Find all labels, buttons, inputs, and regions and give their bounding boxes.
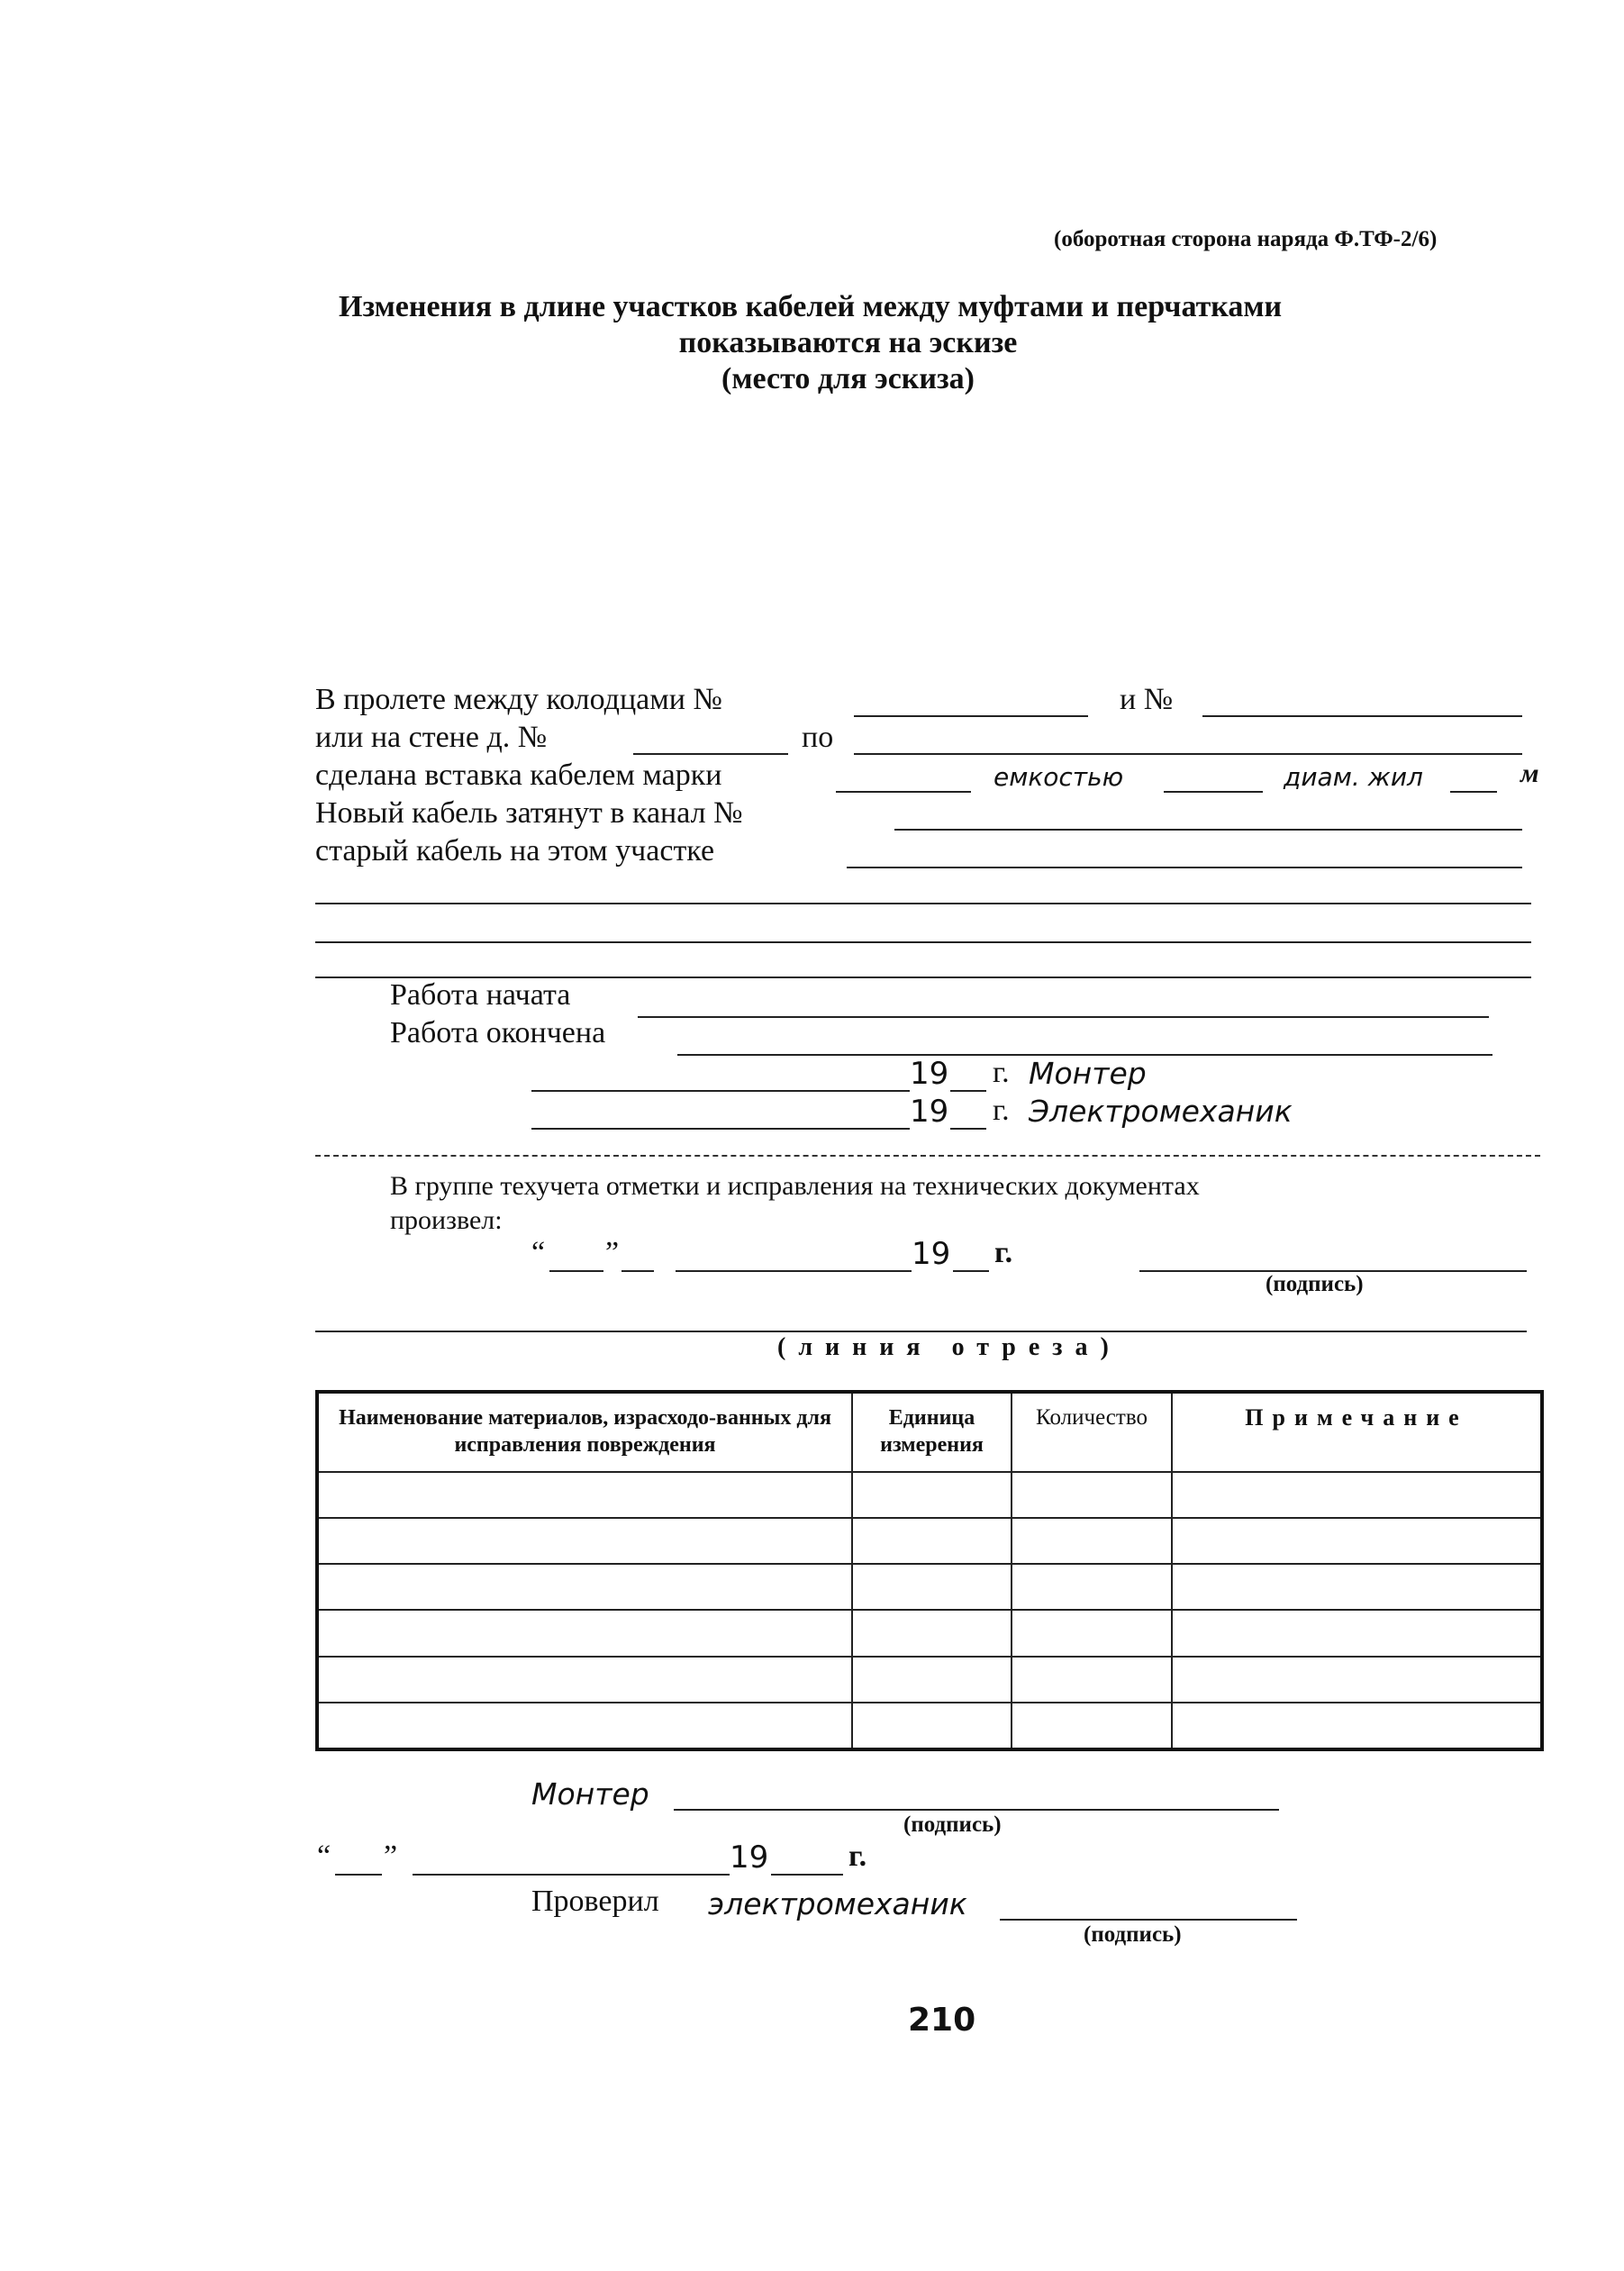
cell-material[interactable] xyxy=(317,1518,852,1564)
footer-checked-role: электромеханик xyxy=(708,1886,967,1921)
and-label: и № xyxy=(1120,683,1174,716)
capacity-field[interactable] xyxy=(1164,791,1263,793)
span-label: В пролете между колодцами № xyxy=(315,683,722,716)
cell-note[interactable] xyxy=(1172,1610,1542,1656)
cell-unit[interactable] xyxy=(852,1472,1012,1518)
footer-quote-open: “ xyxy=(317,1840,331,1873)
footer-year-field[interactable] xyxy=(771,1874,843,1876)
footer-year: 19 xyxy=(730,1840,769,1876)
materials-table xyxy=(315,1390,1544,1751)
old-cable-label: старый кабель на этом участке xyxy=(315,834,715,868)
records-day-field[interactable] xyxy=(549,1270,603,1272)
work-started-label: Работа начата xyxy=(390,978,571,1012)
col-header-quantity: Количество xyxy=(1012,1392,1172,1472)
cell-material[interactable] xyxy=(317,1657,852,1703)
footer-signature-label2: (подпись) xyxy=(1084,1922,1182,1947)
table-row xyxy=(317,1564,1542,1610)
cell-note[interactable] xyxy=(1172,1472,1542,1518)
cell-unit[interactable] xyxy=(852,1610,1012,1656)
work-finished-label: Работа окончена xyxy=(390,1016,606,1049)
monter-g: г. xyxy=(993,1056,1010,1089)
footer-checked-signature-field[interactable] xyxy=(1000,1919,1297,1921)
cell-material[interactable] xyxy=(317,1703,852,1749)
table-row xyxy=(317,1472,1542,1518)
records-signature-label: (подпись) xyxy=(1266,1272,1364,1296)
records-g: г. xyxy=(994,1236,1013,1269)
cell-quantity[interactable] xyxy=(1012,1657,1172,1703)
electromech-date-field[interactable] xyxy=(531,1128,910,1130)
electromech-role: Электромеханик xyxy=(1029,1094,1293,1129)
cut-line xyxy=(315,1331,1527,1332)
extra-line-2[interactable] xyxy=(315,941,1531,943)
page-number: 210 xyxy=(908,2002,976,2039)
cell-quantity[interactable] xyxy=(1012,1472,1172,1518)
cell-unit[interactable] xyxy=(852,1564,1012,1610)
monter-role: Монтер xyxy=(1029,1056,1147,1091)
house-number-field[interactable] xyxy=(633,753,788,755)
footer-monter-signature-field[interactable] xyxy=(674,1809,1279,1811)
monter-year: 19 xyxy=(910,1056,949,1092)
cell-unit[interactable] xyxy=(852,1518,1012,1564)
cell-note[interactable] xyxy=(1172,1518,1542,1564)
m-label: м xyxy=(1520,759,1539,788)
work-started-field[interactable] xyxy=(638,1016,1489,1018)
cell-note[interactable] xyxy=(1172,1564,1542,1610)
records-month-short-field[interactable] xyxy=(621,1270,654,1272)
records-quote-close: ” xyxy=(605,1236,620,1269)
channel-number-field[interactable] xyxy=(894,829,1522,831)
po-field[interactable] xyxy=(854,753,1522,755)
col-header-unit: Единица измерения xyxy=(852,1392,1012,1472)
records-text-line1: В группе техучета отметки и исправления на технических документах xyxy=(390,1171,1200,1201)
col-header-note: Примечание xyxy=(1172,1392,1542,1472)
cell-note[interactable] xyxy=(1172,1657,1542,1703)
records-year: 19 xyxy=(912,1236,951,1272)
table-row xyxy=(317,1703,1542,1749)
sketch-title-line3: (место для эскиза) xyxy=(721,362,975,395)
sketch-title-line1: Изменения в длине участков кабелей между муфтами и перчатками xyxy=(339,290,1283,323)
wall-label: или на стене д. № xyxy=(315,721,548,754)
diam-label: диам. жил xyxy=(1284,762,1423,792)
cell-quantity[interactable] xyxy=(1012,1518,1172,1564)
electromech-g: г. xyxy=(993,1094,1010,1127)
footer-quote-close: ” xyxy=(384,1840,398,1873)
cell-quantity[interactable] xyxy=(1012,1610,1172,1656)
cable-brand-field[interactable] xyxy=(836,791,971,793)
reverse-side-note: (оборотная сторона наряда Ф.ТФ-2/6) xyxy=(1054,227,1438,251)
footer-g: г. xyxy=(848,1840,867,1873)
records-month-field[interactable] xyxy=(676,1270,912,1272)
dashed-divider xyxy=(315,1155,1540,1157)
cell-unit[interactable] xyxy=(852,1703,1012,1749)
electromech-year-field[interactable] xyxy=(950,1128,986,1130)
records-quote-open: “ xyxy=(531,1236,546,1269)
cell-quantity[interactable] xyxy=(1012,1564,1172,1610)
electromech-year: 19 xyxy=(910,1094,949,1130)
capacity-label: емкостью xyxy=(993,762,1124,792)
cell-unit[interactable] xyxy=(852,1657,1012,1703)
sketch-title-line2: показываются на эскизе xyxy=(678,326,1018,359)
table-row xyxy=(317,1518,1542,1564)
insert-label: сделана вставка кабелем марки xyxy=(315,759,722,792)
cell-note[interactable] xyxy=(1172,1703,1542,1749)
footer-month-field[interactable] xyxy=(413,1874,730,1876)
cell-material[interactable] xyxy=(317,1610,852,1656)
well-number-to-field[interactable] xyxy=(1202,715,1522,717)
cell-material[interactable] xyxy=(317,1472,852,1518)
footer-signature-label1: (подпись) xyxy=(903,1812,1002,1837)
cell-material[interactable] xyxy=(317,1564,852,1610)
records-text-line2: произвел: xyxy=(390,1205,503,1235)
old-cable-field[interactable] xyxy=(847,867,1522,868)
table-row xyxy=(317,1610,1542,1656)
extra-line-1[interactable] xyxy=(315,903,1531,904)
diam-field[interactable] xyxy=(1450,791,1497,793)
cell-quantity[interactable] xyxy=(1012,1703,1172,1749)
footer-checked-label: Проверил xyxy=(531,1885,659,1918)
records-year-field[interactable] xyxy=(953,1270,989,1272)
sketch-area[interactable] xyxy=(315,414,1540,676)
footer-day-field[interactable] xyxy=(335,1874,382,1876)
cut-line-label: (линия отреза) xyxy=(777,1333,1121,1361)
monter-year-field[interactable] xyxy=(950,1090,986,1092)
footer-monter-label: Монтер xyxy=(531,1776,649,1812)
col-header-materials: Наименование материалов, израсходо-ванных для исправления повреждения xyxy=(317,1392,852,1472)
monter-date-field[interactable] xyxy=(531,1090,910,1092)
new-cable-label: Новый кабель затянут в канал № xyxy=(315,796,743,830)
table-row xyxy=(317,1657,1542,1703)
well-number-from-field[interactable] xyxy=(854,715,1088,717)
po-label: по xyxy=(802,721,834,754)
